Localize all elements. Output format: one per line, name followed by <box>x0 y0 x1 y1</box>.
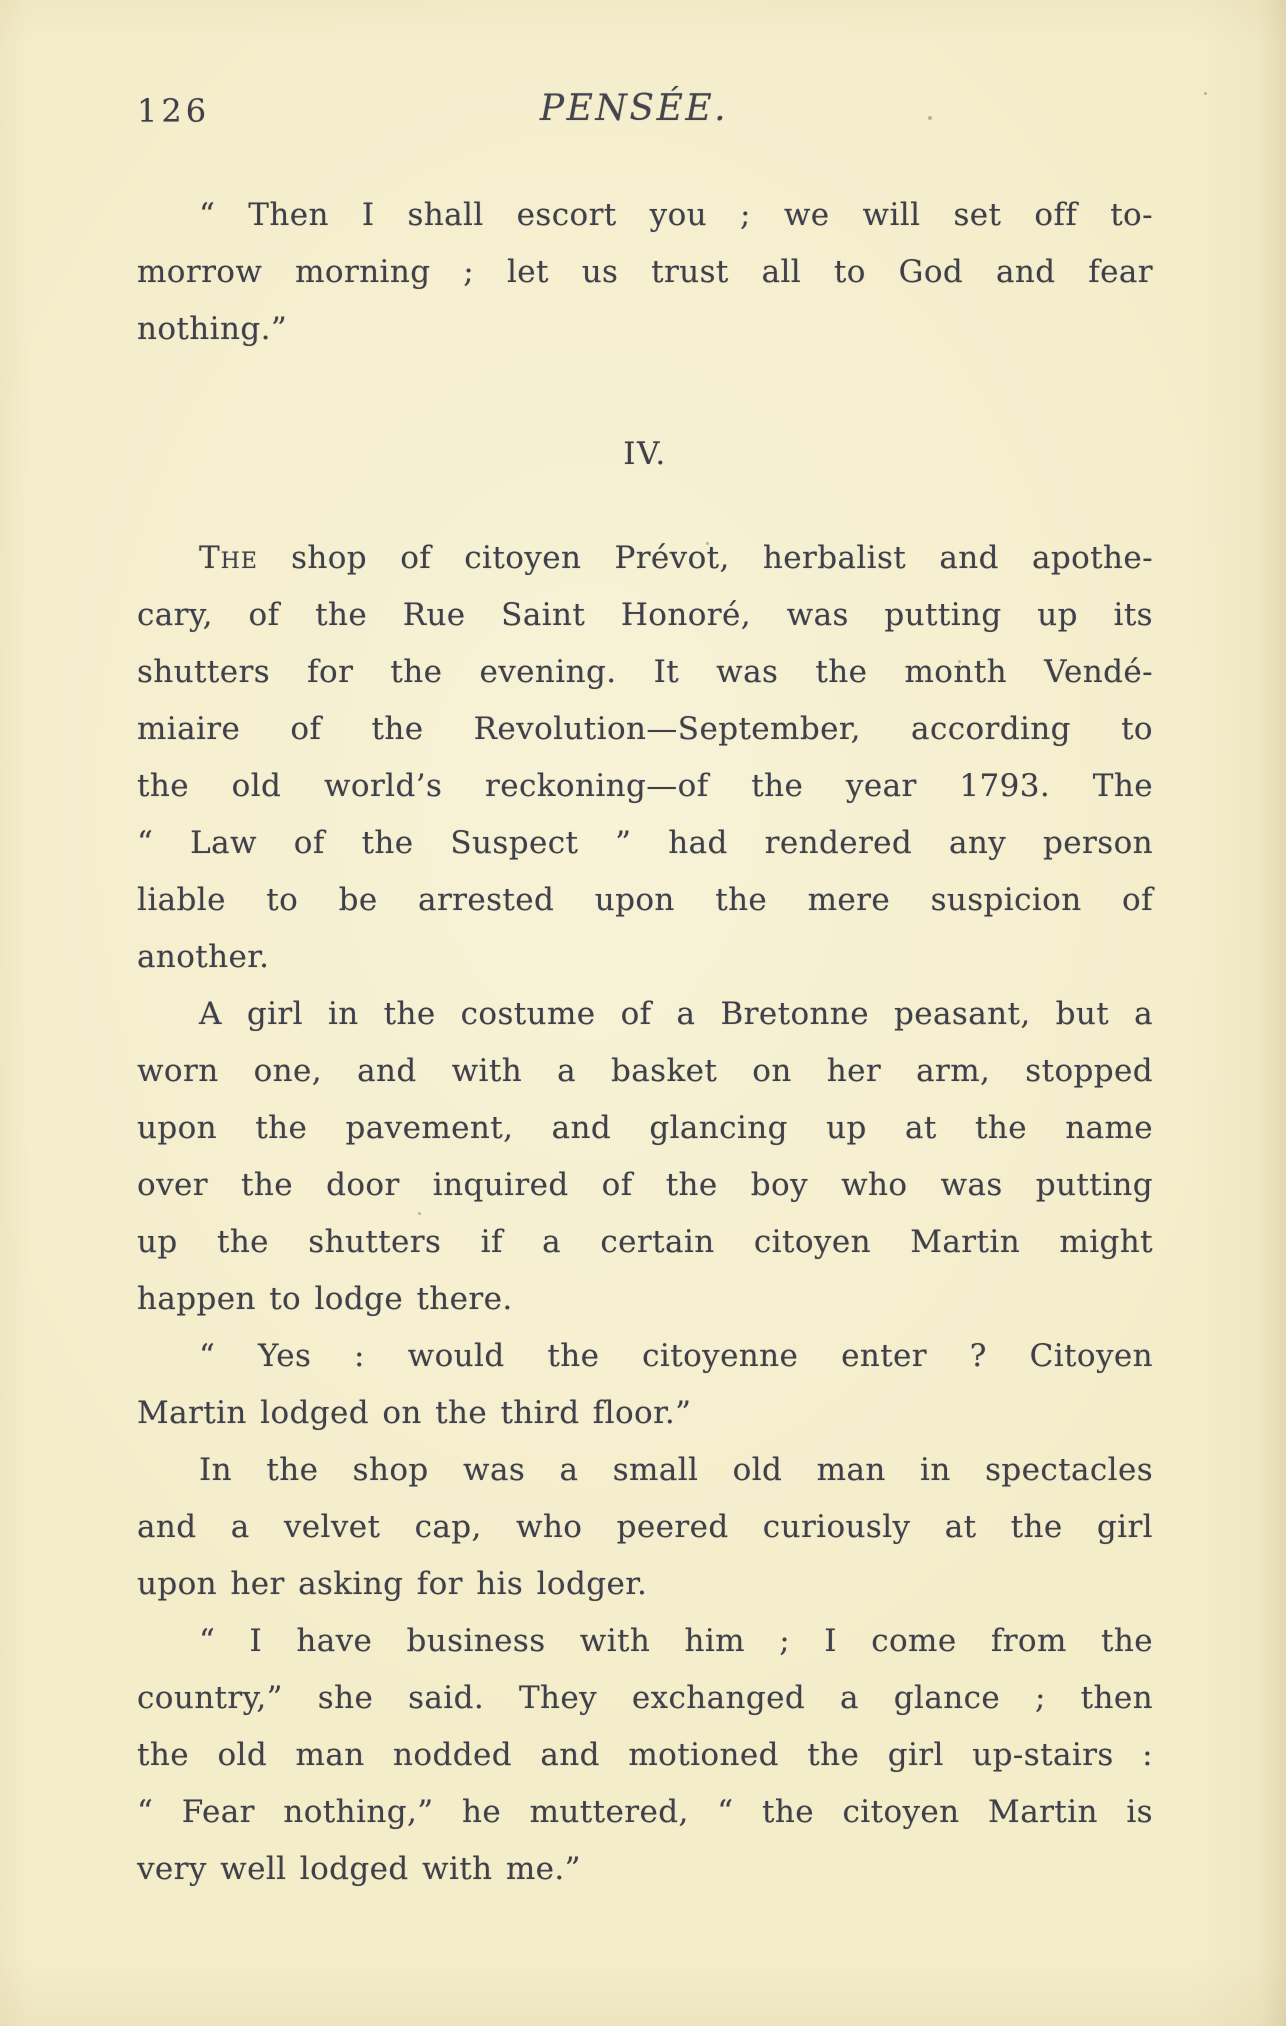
paragraph-5 <box>137 1442 1153 1613</box>
text-line: “ Yes : would the citoyenne enter ? Citoyen <box>199 1338 1153 1374</box>
paragraph-1 <box>137 187 1153 358</box>
text-line: “ Then I shall escort you ; we will set off to- <box>199 197 1153 233</box>
paragraph-2 <box>137 530 1153 986</box>
text-line: cary, of the Rue Saint Honoré, was putting up its <box>137 597 1153 633</box>
page-header <box>137 88 1153 138</box>
paper-speck <box>1204 92 1207 95</box>
section-heading: IV. <box>623 436 667 472</box>
text-line: Martin lodged on the third floor.” <box>137 1395 692 1431</box>
text-line: and a velvet cap, who peered curiously at the girl <box>137 1509 1153 1545</box>
text-line: upon her asking for his lodger. <box>137 1566 648 1602</box>
text-line: A girl in the costume of a Bretonne peasant, but a <box>199 996 1153 1032</box>
text-line: nothing.” <box>137 311 288 347</box>
text-line: upon the pavement, and glancing up at the name <box>137 1110 1153 1146</box>
text-line: “ Fear nothing,” he muttered, “ the citoyen Martin is <box>137 1794 1153 1830</box>
paragraph-6 <box>137 1613 1153 1898</box>
text-line: “ I have business with him ; I come from the <box>199 1623 1153 1659</box>
text-line-rest: shop of citoyen Prévot, herbalist and apothe- <box>257 540 1153 576</box>
text-line: up the shutters if a certain citoyen Martin might <box>137 1224 1153 1260</box>
text-line: another. <box>137 939 270 975</box>
text-line: worn one, and with a basket on her arm, stopped <box>137 1053 1153 1089</box>
paragraph-4 <box>137 1328 1153 1442</box>
text-line: miaire of the Revolution—September, according to <box>137 711 1153 747</box>
text-line: In the shop was a small old man in spectacles <box>199 1452 1153 1488</box>
lead-small-caps: The <box>199 540 258 576</box>
text-line: happen to lodge there. <box>137 1281 513 1317</box>
text-line: “ Law of the Suspect ” had rendered any person <box>137 825 1153 861</box>
text-line: over the door inquired of the boy who was putting <box>137 1167 1153 1203</box>
text-line: very well lodged with me.” <box>137 1851 581 1887</box>
text-line <box>137 530 1153 587</box>
body-text <box>137 530 1153 1898</box>
paragraph-3 <box>137 986 1153 1328</box>
text-line: the old man nodded and motioned the girl up-stairs : <box>137 1737 1153 1773</box>
text-line: liable to be arrested upon the mere suspicion of <box>137 882 1153 918</box>
text-line: country,” she said. They exchanged a glance ; then <box>137 1680 1153 1716</box>
page-number: 126 <box>137 92 211 130</box>
text-line: shutters for the evening. It was the month Vendé- <box>137 654 1153 690</box>
running-title: PENSÉE. <box>539 88 729 129</box>
text-line: the old world’s reckoning—of the year 1793. The <box>137 768 1153 804</box>
text-line: morrow morning ; let us trust all to God and fear <box>137 254 1153 290</box>
